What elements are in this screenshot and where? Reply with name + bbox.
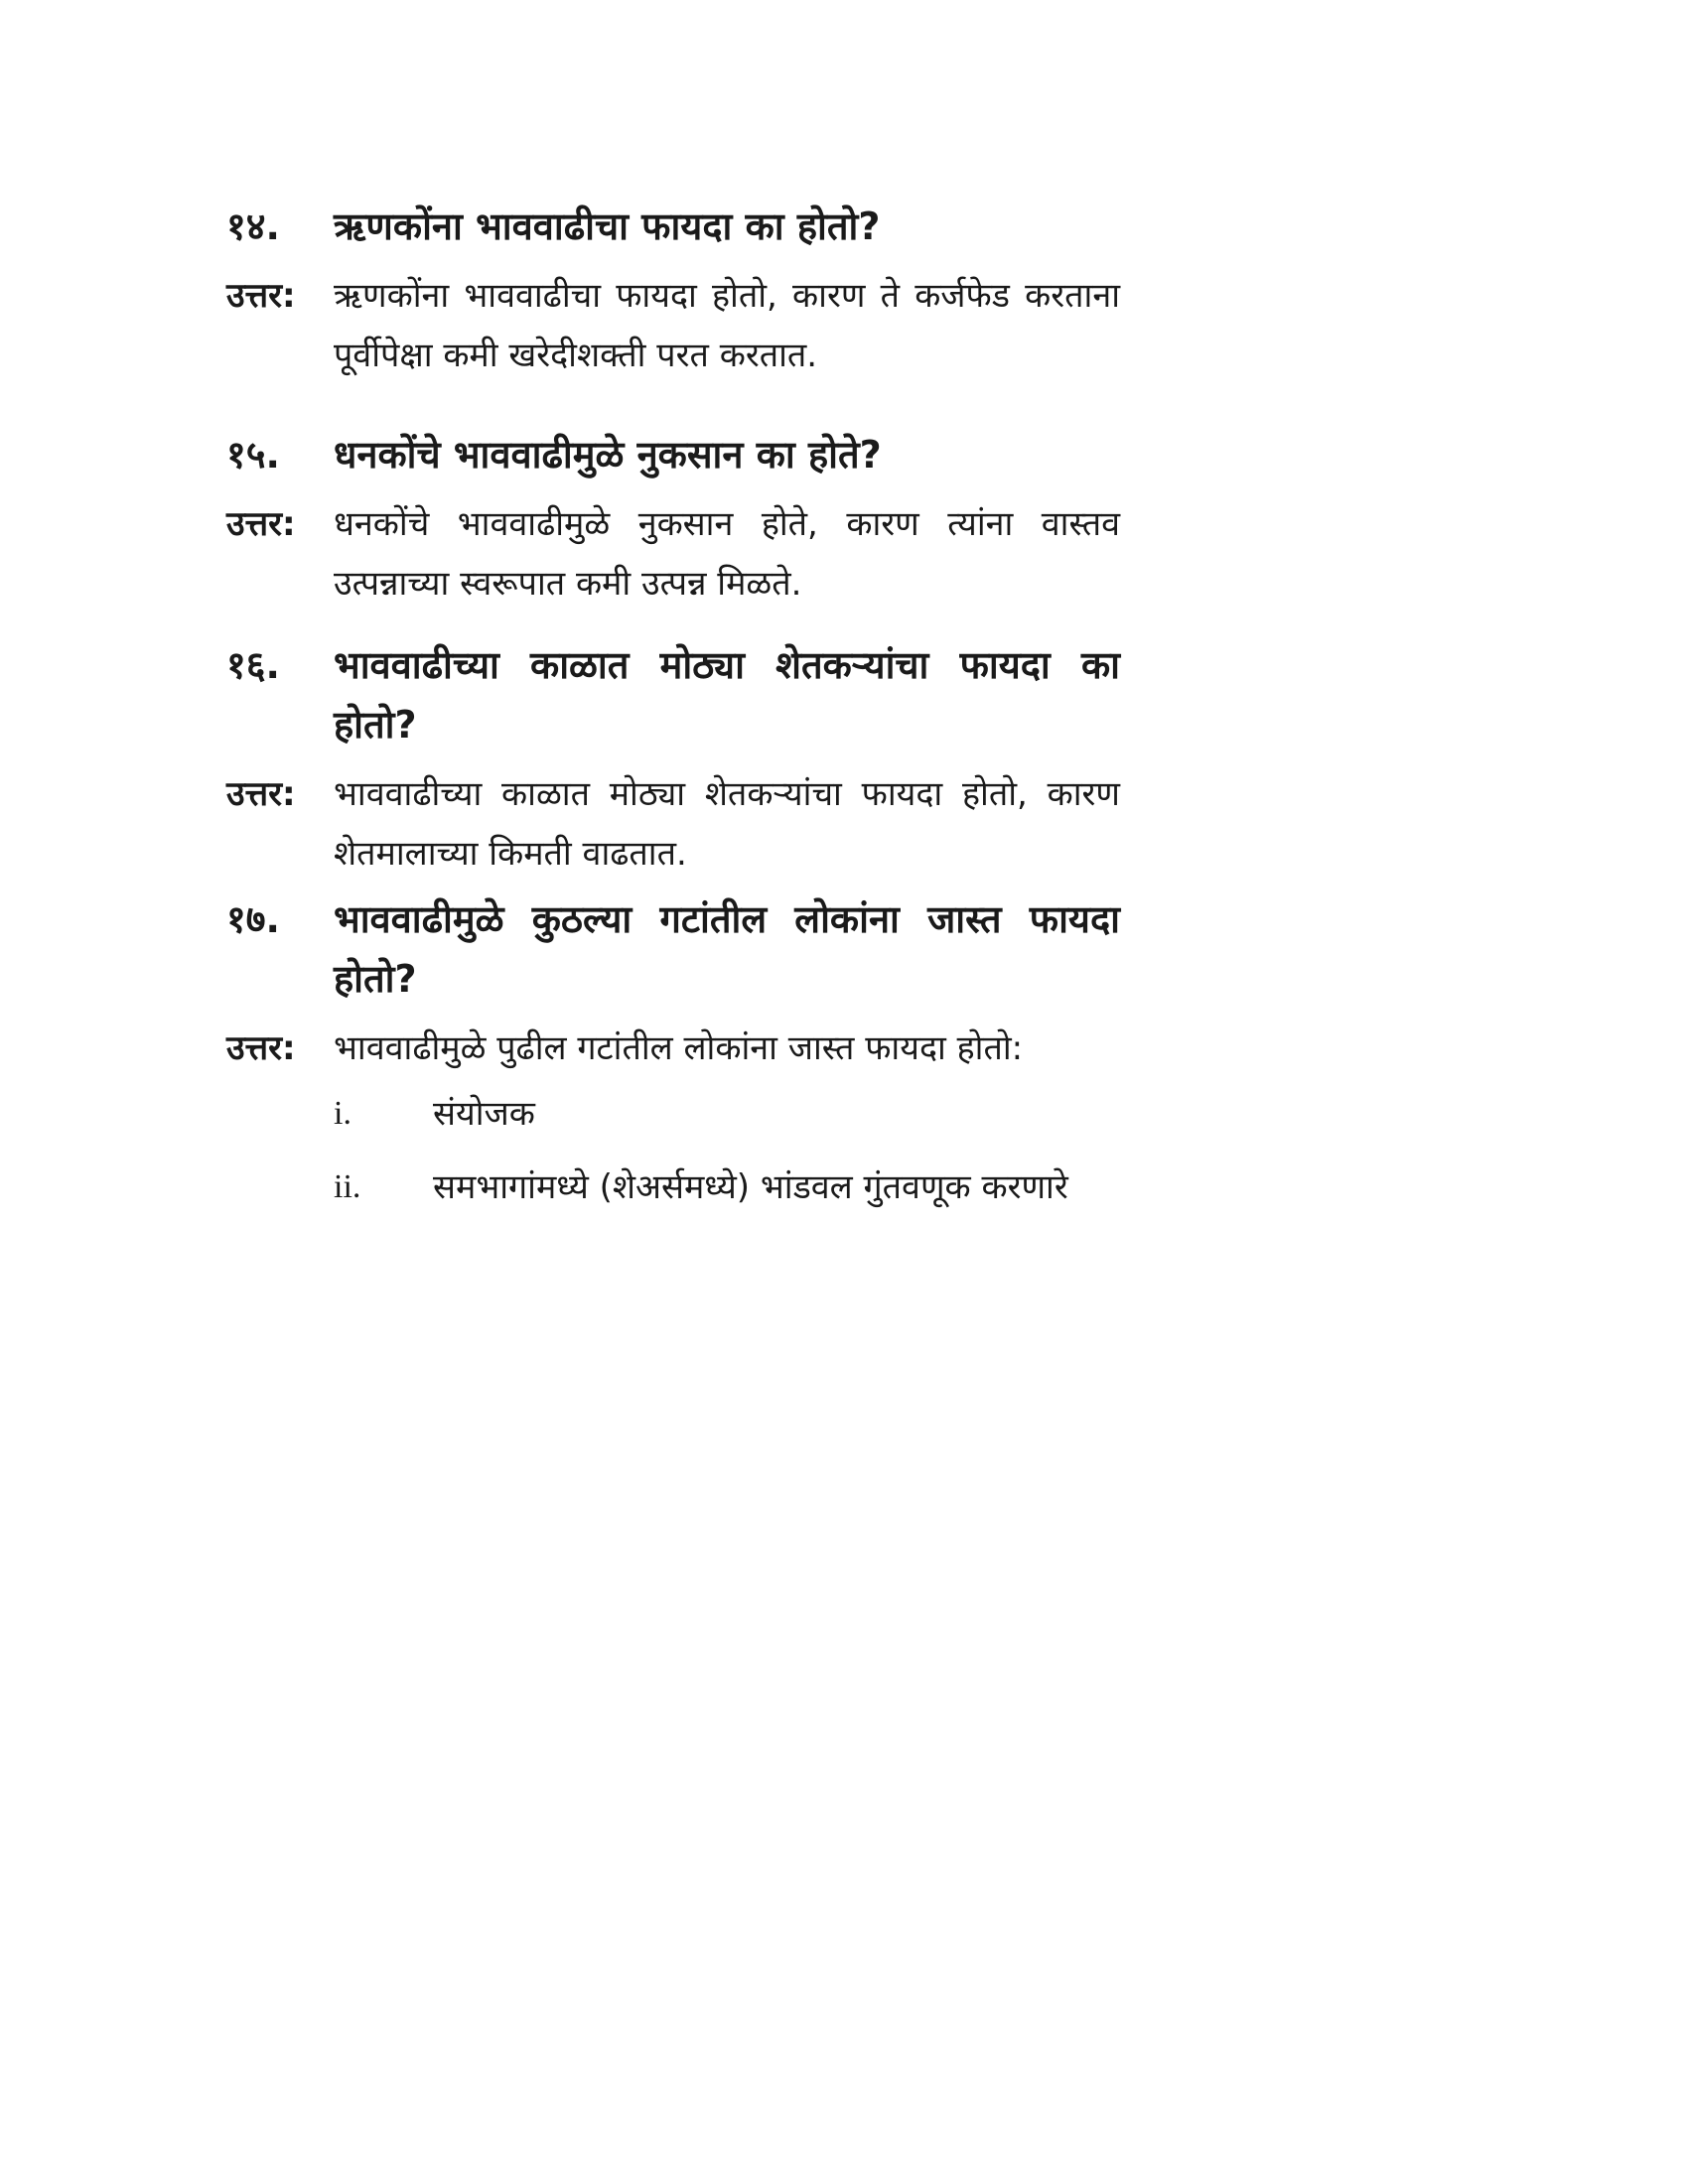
answer-label: उत्तर: bbox=[226, 504, 296, 544]
list-marker: i. bbox=[334, 1095, 352, 1132]
question-text: ऋणकोंना भाववाढीचा फायदा का होतो? bbox=[334, 205, 881, 248]
answer-row bbox=[226, 1019, 1120, 1078]
question-number: १६. bbox=[226, 643, 280, 687]
qa-block-16 bbox=[226, 635, 1120, 884]
question-text: भाववाढीच्या काळात मोठ्या शेतकऱ्यांचा फायदा का होतो? bbox=[334, 643, 1120, 747]
question-row bbox=[226, 197, 1120, 256]
list-item-text: समभागांमध्ये (शेअर्समध्ये) भांडवल गुंतवणूक करणारे bbox=[433, 1167, 1068, 1207]
answer-text: भाववाढीमुळे पुढील गटांतील लोकांना जास्त फायदा होतो: bbox=[334, 1028, 1024, 1068]
answer-row bbox=[226, 764, 1120, 884]
answer-row bbox=[226, 266, 1120, 385]
list-item bbox=[334, 1084, 1120, 1144]
question-text: धनकोंचे भाववाढीमुळे नुकसान का होते? bbox=[334, 433, 882, 477]
qa-block-14 bbox=[226, 197, 1120, 385]
question-text: भाववाढीमुळे कुठल्या गटांतील लोकांना जास्त फायदा होतो? bbox=[334, 897, 1120, 1001]
answer-label: उत्तर: bbox=[226, 276, 296, 316]
question-number: १४. bbox=[226, 205, 280, 248]
list-item-text: संयोजक bbox=[433, 1094, 535, 1134]
qa-block-17 bbox=[226, 889, 1120, 1231]
answer-text: धनकोंचे भाववाढीमुळे नुकसान होते, कारण त्यांना वास्तव उत्पन्नाच्या स्वरूपात कमी उत्पन्न मिळते. bbox=[334, 504, 1120, 604]
answer-text: ऋणकोंना भाववाढीचा फायदा होतो, कारण ते कर्जफेड करताना पूर्वीपेक्षा कमी खरेदीशक्ती परत करतात. bbox=[334, 276, 1121, 375]
answer-label: उत्तर: bbox=[226, 1028, 296, 1068]
list-marker: ii. bbox=[334, 1168, 361, 1205]
question-row bbox=[226, 425, 1120, 484]
answer-text: भाववाढीच्या काळात मोठ्या शेतकऱ्यांचा फायदा होतो, कारण शेतमालाच्या किमती वाढतात. bbox=[334, 774, 1120, 874]
question-number: १७. bbox=[226, 897, 280, 941]
question-row bbox=[226, 635, 1120, 754]
answer-label: उत्तर: bbox=[226, 774, 296, 814]
answer-row bbox=[226, 494, 1120, 614]
list-item bbox=[334, 1158, 1120, 1217]
question-number: १५. bbox=[226, 433, 280, 477]
answer-list bbox=[334, 1084, 1120, 1217]
qa-block-15 bbox=[226, 425, 1120, 614]
question-row bbox=[226, 889, 1120, 1009]
